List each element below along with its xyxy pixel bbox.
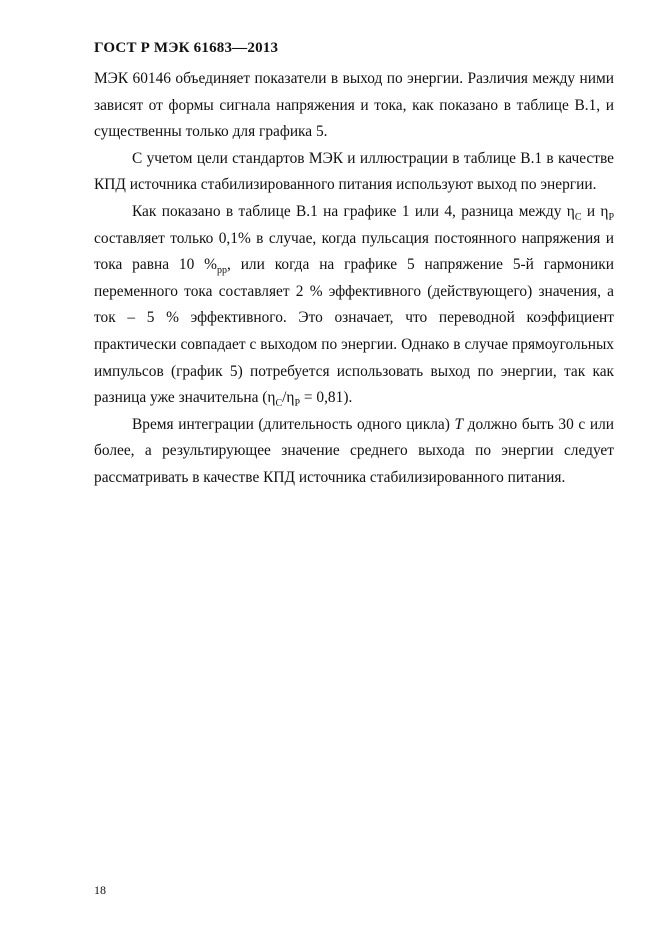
text-segment: Как показано в таблице В.1 на графике 1 или 4, разница между η: [132, 202, 575, 220]
subscript: P: [294, 398, 301, 410]
variable-t: T: [454, 415, 464, 433]
text-segment: и η: [581, 202, 609, 220]
subscript: C: [275, 398, 283, 410]
text-segment: Время интеграции (длительность одного цикла): [132, 415, 455, 433]
text-segment: составляет только 0,1% в случае, когда пульсация постоянного напряжения и тока равна 10 %: [94, 229, 614, 274]
document-header: ГОСТ Р МЭК 61683—2013: [94, 40, 279, 56]
paragraph-1: МЭК 60146 объединяет показатели в выход по энергии. Различия между ними зависят от формы сигнала напряжения и тока, как показано в таблице В.1, и существенны только для графика 5.: [94, 70, 614, 141]
text-segment: /η: [282, 389, 295, 407]
text-segment: = 0,81).: [300, 389, 353, 407]
subscript: P: [608, 212, 614, 224]
text-segment: , или когда на графике 5 напряжение 5-й гармоники переменного тока составляет 2 % эффективного (действующего) значения, а ток – 5 % эффективного. Это означает, что переводной коэффициент практически совпадает с выходом по энергии. Однако в случае прямоугольных импульсов (график 5) потребуется использовать выход по энергии, так как разница уже значительна (η: [94, 256, 614, 407]
subscript: C: [574, 212, 582, 224]
paragraph-2: С учетом цели стандартов МЭК и иллюстрации в таблице В.1 в качестве КПД источника стабилизированного питания используют выход по энергии.: [94, 149, 614, 194]
paragraph-3: [94, 199, 614, 412]
paragraph-4: [94, 412, 614, 492]
document-body: [94, 66, 614, 492]
subscript: pp: [216, 265, 227, 277]
text-segment: должно быть 30 с или более, а результирующее значение среднего выхода по энергии следует рассматривать в качестве КПД источника стабилизированного питания.: [94, 415, 614, 486]
page-number: 18: [94, 883, 106, 897]
